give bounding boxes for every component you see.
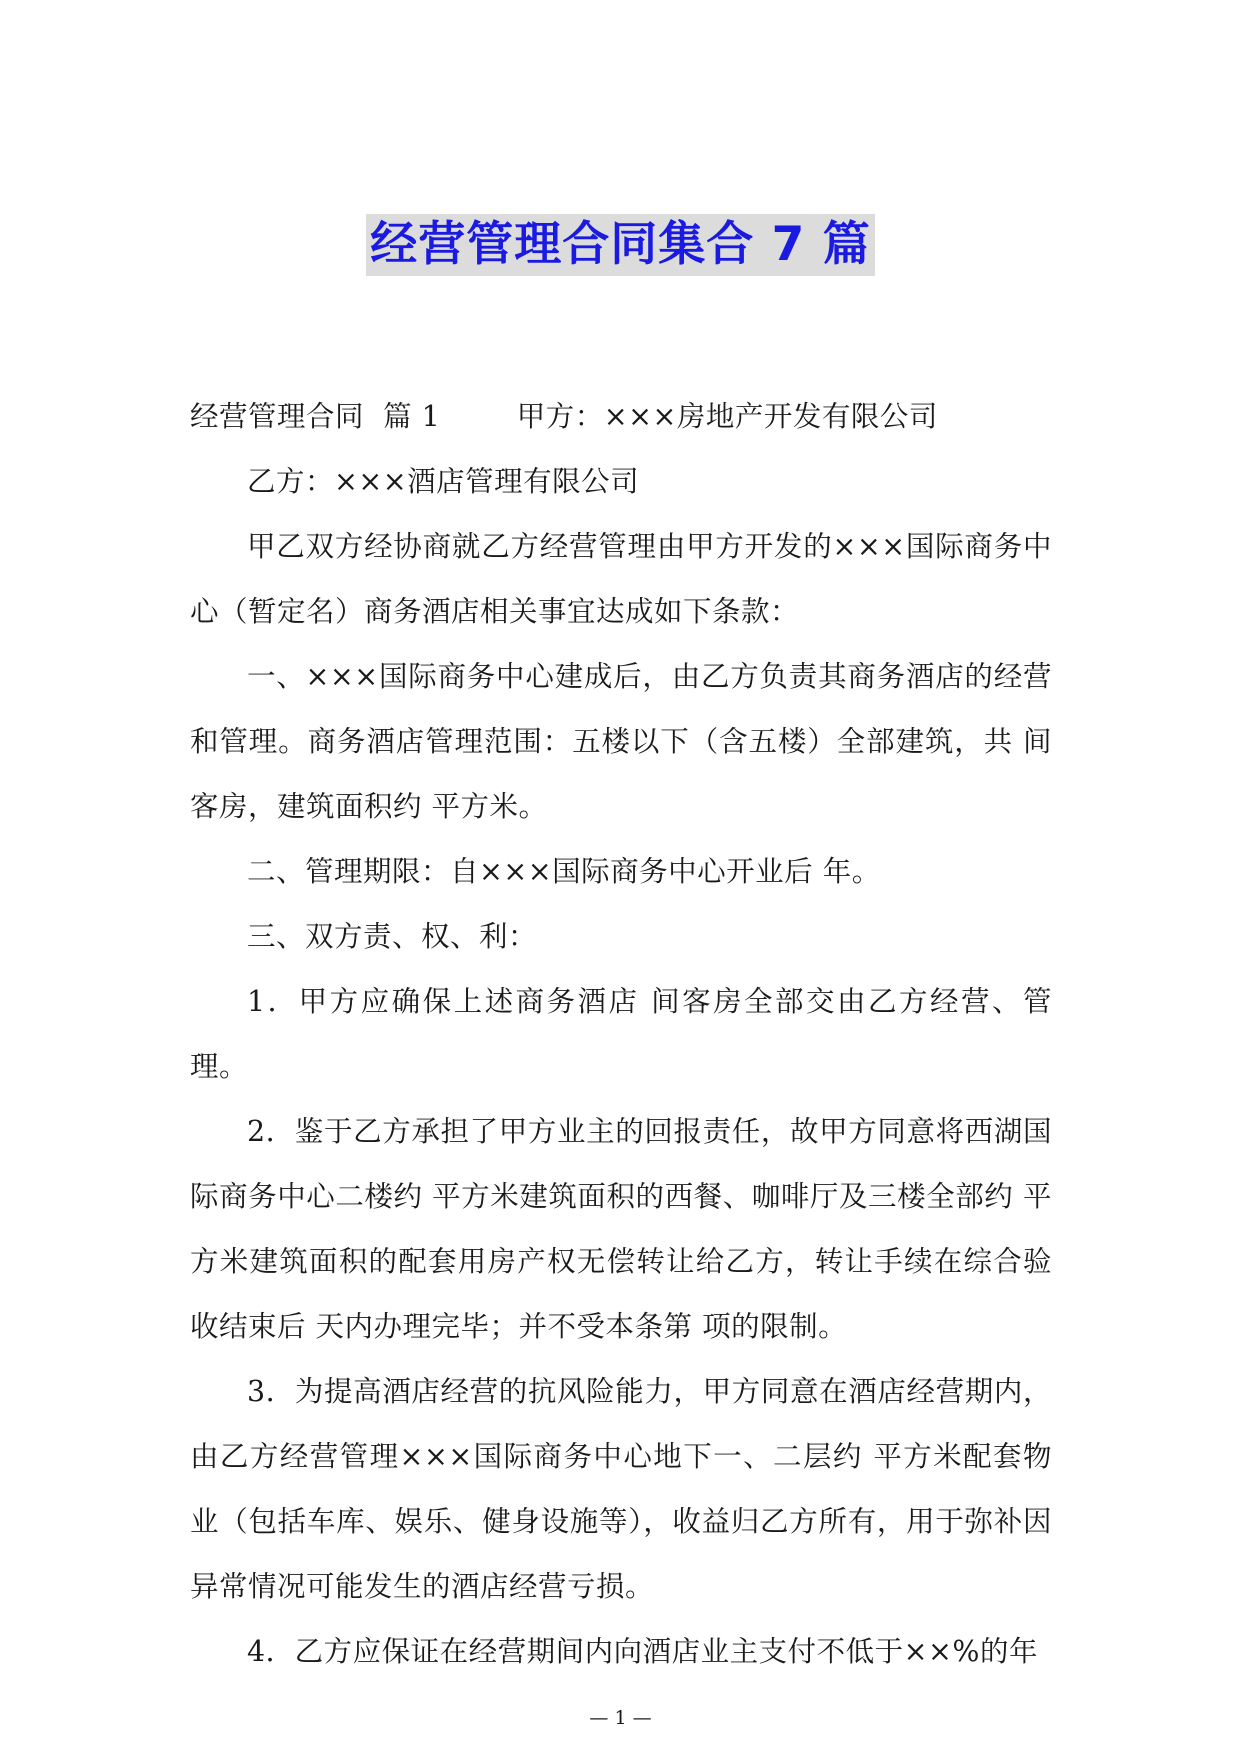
paragraph: 甲乙双方经协商就乙方经营管理由甲方开发的×××国际商务中心（暂定名）商务酒店相关事宜达成如下条款： xyxy=(190,530,1052,628)
paragraph: 一、×××国际商务中心建成后，由乙方负责其商务酒店的经营和管理。商务酒店管理范围：五楼以下（含五楼）全部建筑，共 间客房，建筑面积约 平方米。 xyxy=(190,660,1052,823)
paragraph: 乙方：×××酒店管理有限公司 xyxy=(247,465,640,498)
paragraph: 3．为提高酒店经营的抗风险能力，甲方同意在酒店经营期内，由乙方经营管理×××国际商务中心地下一、二层约 平方米配套物业（包括车库、娱乐、健身设施等），收益归乙方所有，用于弥补因异常情况可能发生的酒店经营亏损。 xyxy=(190,1375,1052,1603)
document-title: 经营管理合同集合 7 篇 xyxy=(366,214,874,276)
paragraph: 二、管理期限：自×××国际商务中心开业后 年。 xyxy=(247,855,881,888)
paragraph: 4．乙方应保证在经营期间内向酒店业主支付不低于××%的年 xyxy=(247,1635,1038,1668)
document-body xyxy=(190,384,1052,1684)
page-number: — 1 — xyxy=(589,1707,652,1729)
title-container xyxy=(0,214,1241,276)
paragraph: 2．鉴于乙方承担了甲方业主的回报责任，故甲方同意将西湖国际商务中心二楼约 平方米建筑面积的西餐、咖啡厅及三楼全部约 平方米建筑面积的配套用房产权无偿转让给乙方，转让手续在综合验收结束后 天内办理完毕；并不受本条第 项的限制。 xyxy=(190,1115,1052,1343)
paragraph: 经营管理合同 篇 1 甲方：×××房地产开发有限公司 xyxy=(190,400,938,433)
paragraph: 1．甲方应确保上述商务酒店 间客房全部交由乙方经营、管理。 xyxy=(190,985,1052,1083)
paragraph: 三、双方责、权、利： xyxy=(247,920,538,953)
